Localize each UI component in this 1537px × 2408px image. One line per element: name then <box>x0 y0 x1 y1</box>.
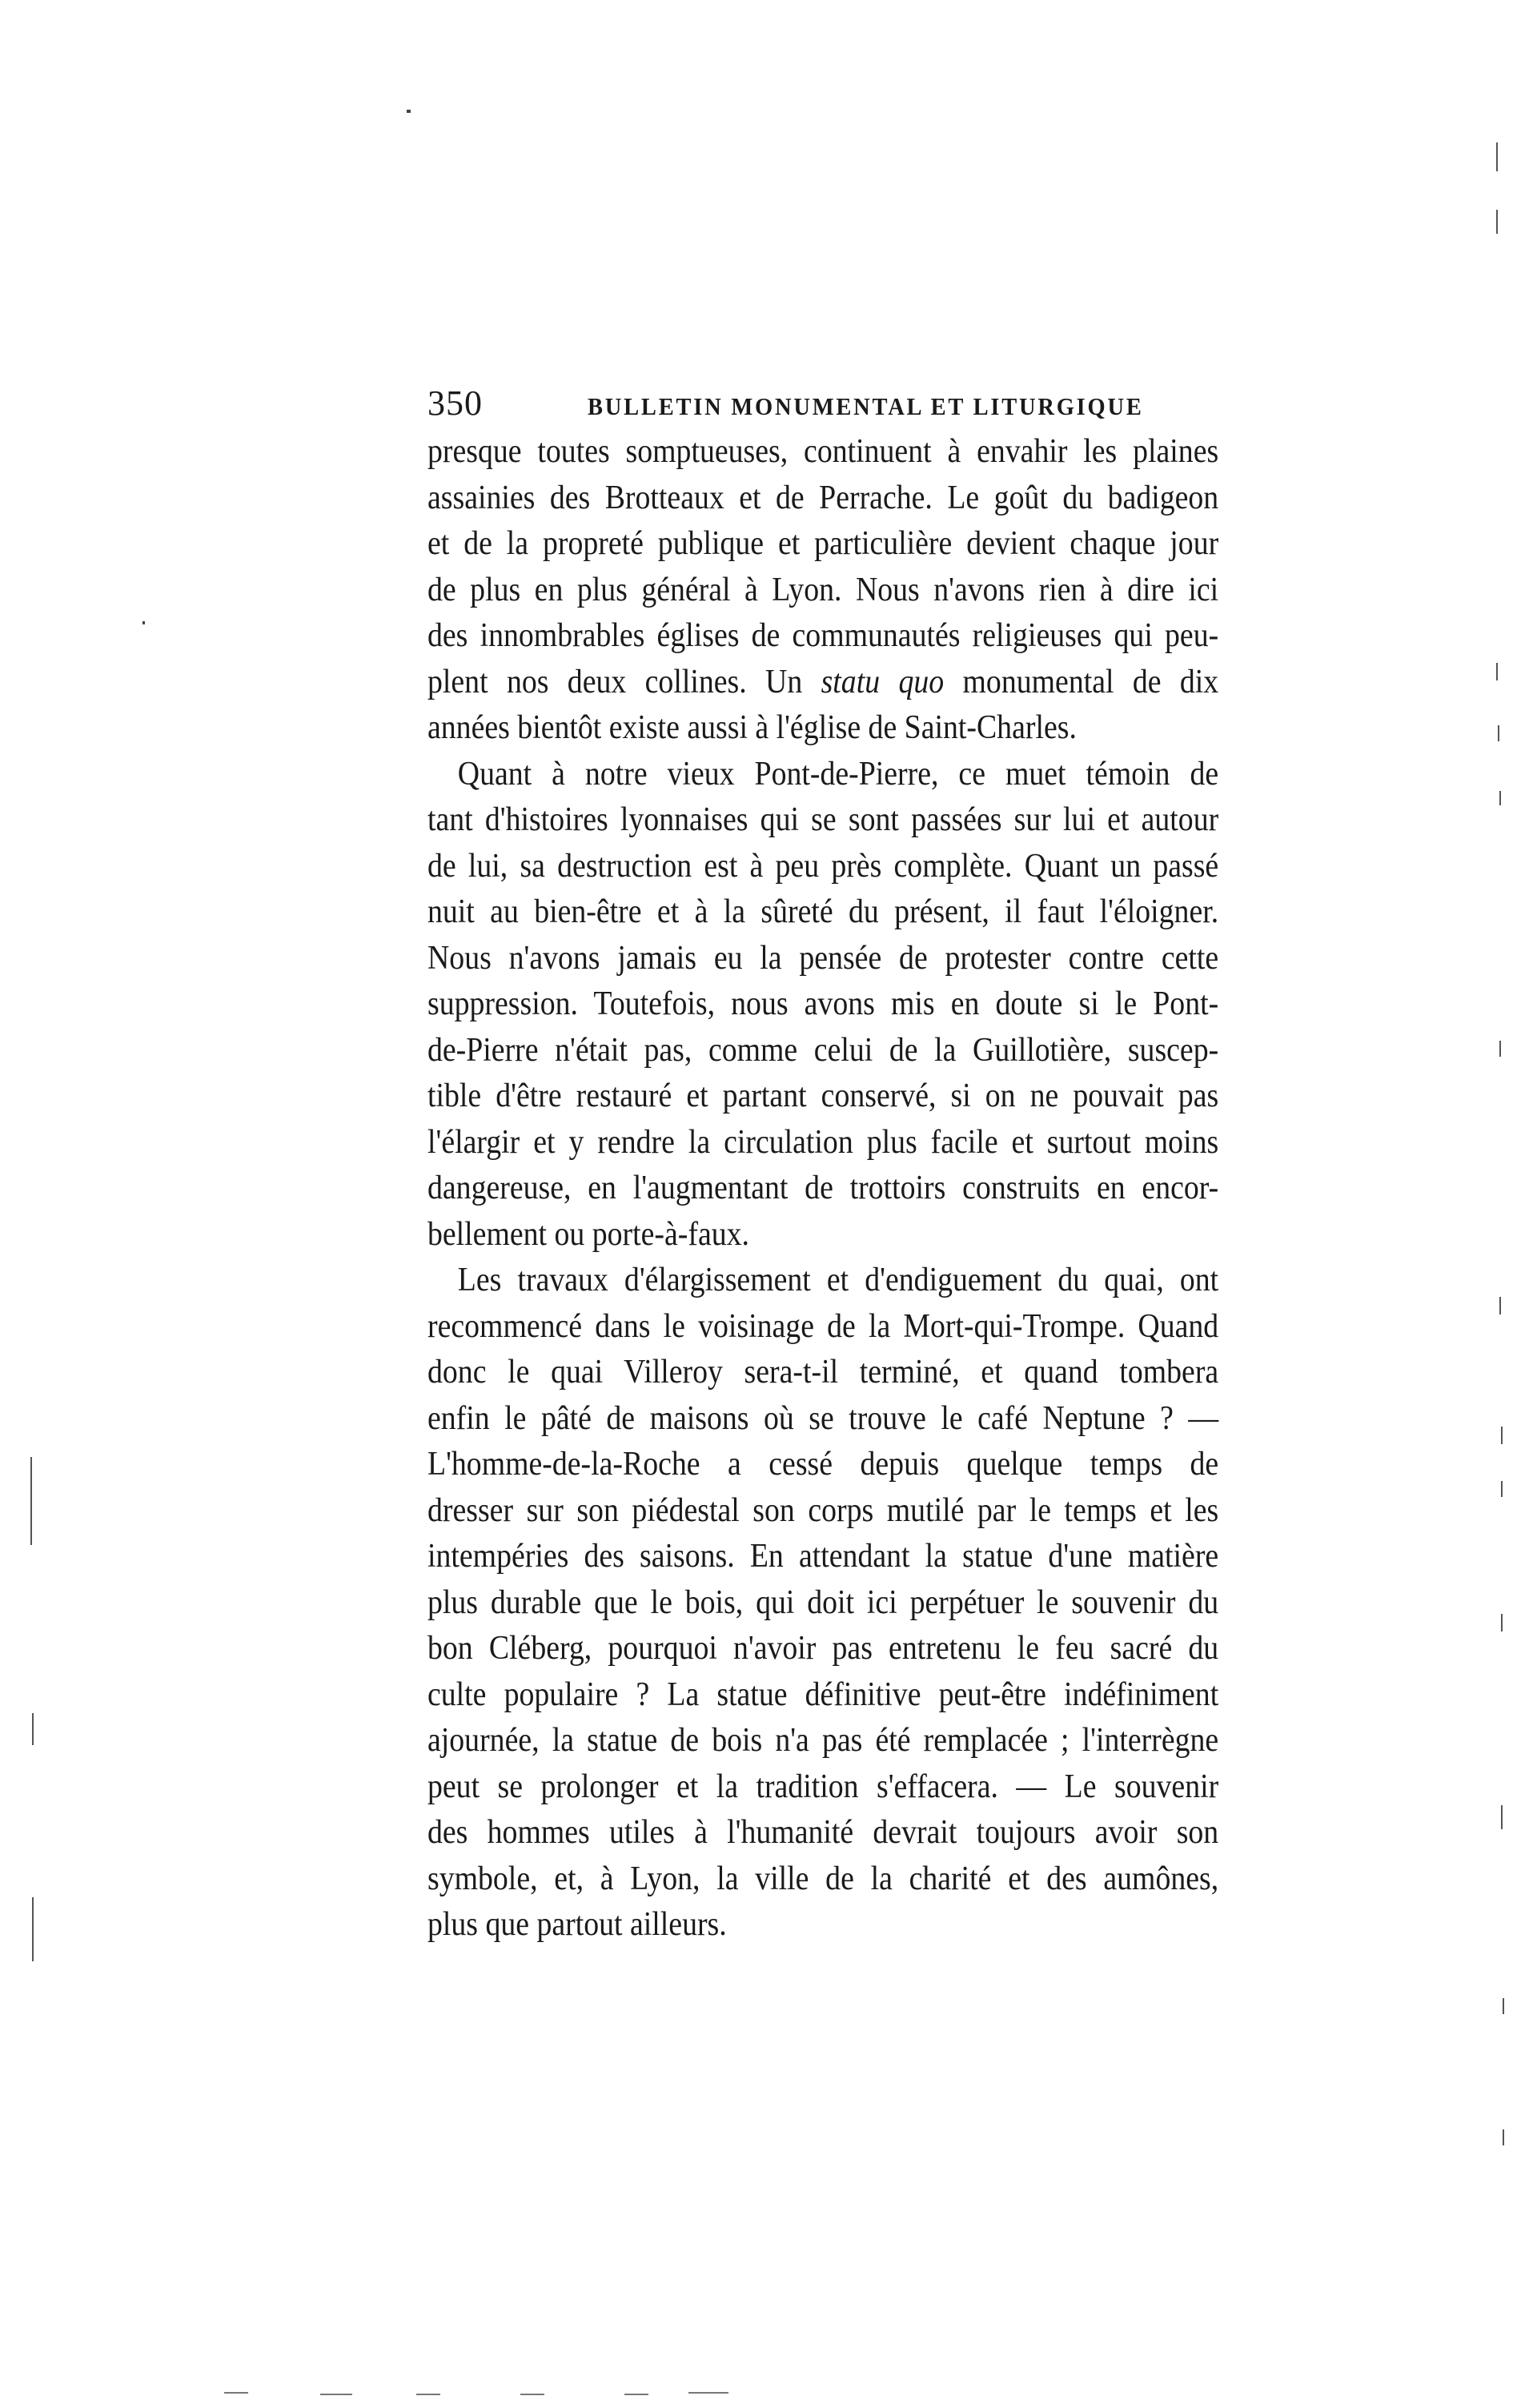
text-line: de-Pierre n'était pas, comme celui de la Guillotière, suscep- <box>427 1031 1219 1069</box>
paragraph <box>427 1258 1218 1948</box>
page-number: 350 <box>427 383 483 423</box>
text-line: tant d'histoires lyonnaises qui se sont passées sur lui et autour <box>427 801 1219 838</box>
scan-edge-mark <box>1499 1041 1501 1057</box>
text-line: et de la propreté publique et particulière devient chaque jour <box>427 525 1219 562</box>
text-line: assainies des Brotteaux et de Perrache. Le goût du badigeon <box>427 479 1219 516</box>
text-line: bon Cléberg, pourquoi n'avoir pas entretenu le feu sacré du <box>427 1630 1219 1667</box>
text-line: nuit au bien-être et à la sûreté du présent, il faut l'éloigner. <box>427 893 1219 930</box>
text-line: tible d'être restauré et partant conservé, si on ne pouvait pas <box>427 1078 1219 1114</box>
scan-edge-mark <box>1501 1805 1503 1829</box>
italic-phrase: statu quo <box>821 663 945 700</box>
text-line: l'élargir et y rendre la circulation plus facile et surtout moins <box>427 1123 1219 1161</box>
text-line: intempéries des saisons. En attendant la statue d'une matière <box>427 1538 1219 1575</box>
scan-edge-mark <box>1501 1614 1503 1631</box>
text-line: Nous n'avons jamais eu la pensée de protester contre cette <box>427 939 1219 977</box>
scan-edge-mark <box>224 2392 248 2394</box>
scan-edge-mark <box>320 2394 352 2395</box>
running-header <box>427 383 1230 431</box>
text-line: années bientôt existe aussi à l'église de Saint-Charles. <box>427 709 1077 746</box>
text-line: des innombrables églises de communautés religieuses qui peu- <box>427 617 1219 654</box>
scan-edge-mark <box>416 2394 440 2395</box>
scan-edge-mark <box>30 1457 32 1545</box>
scan-edge-mark <box>1498 725 1499 741</box>
text-line: plus que partout ailleurs. <box>427 1906 727 1943</box>
paragraph <box>427 752 1218 1258</box>
scan-edge-mark <box>1499 1297 1501 1314</box>
text-line: recommencé dans le voisinage de la Mort-qui-Trompe. Quand <box>427 1307 1219 1345</box>
scan-edge-mark <box>1499 791 1501 805</box>
text-line: culte populaire ? La statue définitive peut-être indéfiniment <box>427 1676 1219 1713</box>
text-line: dangereuse, en l'augmentant de trottoirs construits en encor- <box>427 1170 1219 1206</box>
text-line: enfin le pâté de maisons où se trouve le café Neptune ? — <box>427 1399 1219 1437</box>
scan-edge-mark <box>1496 142 1498 171</box>
text-line: symbole, et, à Lyon, la ville de la charité et des aumônes, <box>427 1860 1219 1897</box>
scan-edge-mark <box>1503 2129 1504 2145</box>
text-line: plent nos deux collines. Un statu quo monumental de dix <box>427 663 1219 700</box>
scan-speck <box>142 621 145 624</box>
text-line: plus durable que le bois, qui doit ici perpétuer le souvenir du <box>427 1583 1219 1621</box>
scan-edge-mark <box>688 2392 728 2394</box>
text-line: dresser sur son piédestal son corps mutilé par le temps et les <box>427 1491 1219 1529</box>
paragraph <box>427 429 1218 752</box>
scan-edge-mark <box>1501 1427 1503 1444</box>
scan-edge-mark <box>624 2394 648 2395</box>
scan-speck <box>407 110 411 113</box>
text-line: presque toutes somptueuses, continuent à envahir les plaines <box>427 433 1219 470</box>
text-line: bellement ou porte-à-faux. <box>427 1215 749 1253</box>
text-line: peut se prolonger et la tradition s'effacera. — Le souvenir <box>427 1768 1219 1805</box>
text-line: Les travaux d'élargissement et d'endiguement du quai, ont <box>457 1262 1219 1298</box>
text-line: Quant à notre vieux Pont-de-Pierre, ce muet témoin de <box>457 755 1219 793</box>
scan-edge-mark <box>32 1897 34 1961</box>
scan-edge-mark <box>1501 1481 1503 1497</box>
scan-edge-mark <box>1503 1998 1504 2014</box>
text-line: ajournée, la statue de bois n'a pas été remplacée ; l'interrègne <box>427 1722 1219 1759</box>
text-line: L'homme-de-la-Roche a cessé depuis quelque temps de <box>427 1446 1219 1483</box>
text-line: de plus en plus général à Lyon. Nous n'avons rien à dire ici <box>427 571 1219 608</box>
body-text <box>427 429 1218 1948</box>
text-line: des hommes utiles à l'humanité devrait toujours avoir son <box>427 1814 1219 1851</box>
text-line: suppression. Toutefois, nous avons mis en doute si le Pont- <box>427 985 1219 1022</box>
scan-edge-mark <box>32 1713 34 1745</box>
text-line: de lui, sa destruction est à peu près complète. Quant un passé <box>427 847 1219 885</box>
scan-edge-mark <box>1496 663 1498 680</box>
text-line: donc le quai Villeroy sera-t-il terminé, et quand tombera <box>427 1354 1219 1391</box>
scan-edge-mark <box>1496 210 1498 234</box>
scan-edge-mark <box>520 2394 544 2395</box>
running-title: BULLETIN MONUMENTAL ET LITURGIQUE <box>588 392 1144 420</box>
